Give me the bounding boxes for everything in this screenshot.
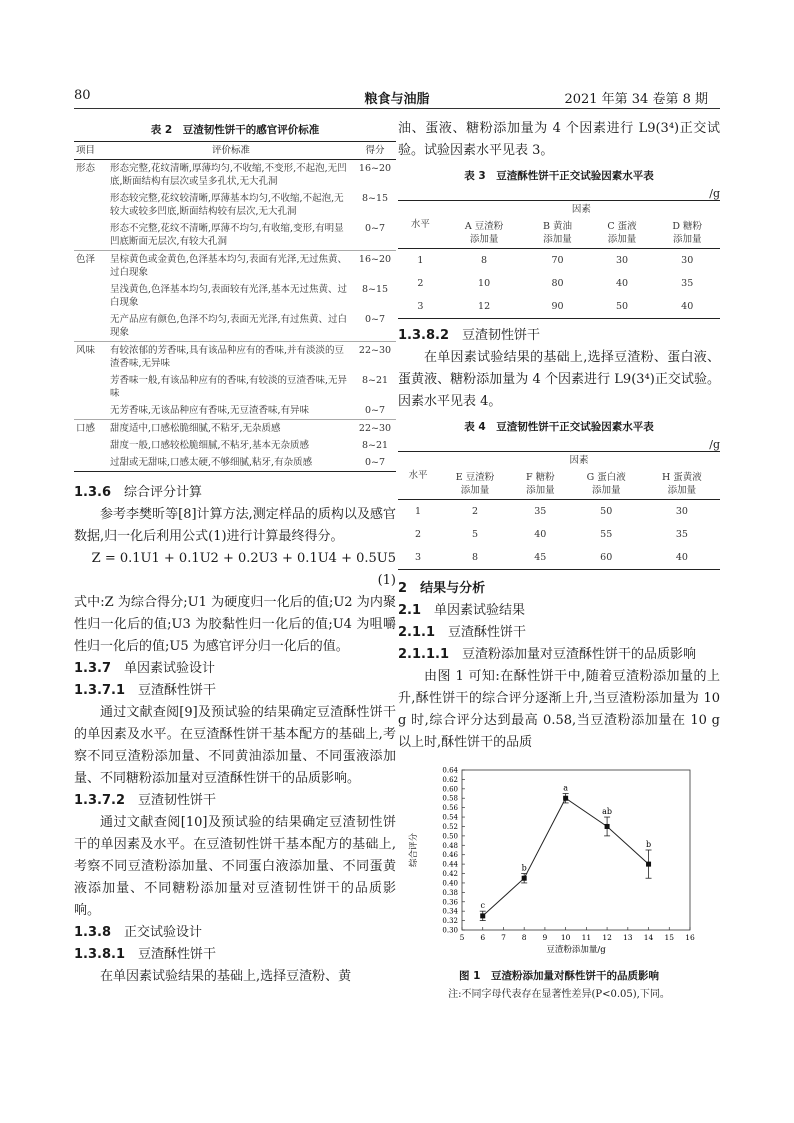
table4-cell: 2 (471, 506, 479, 517)
y-tick-label: 0.52 (442, 822, 458, 831)
paragraph-1-3-7-2: 通过文献查阅[10]及预试验的结果确定豆渣韧性饼干的单因素及水平。在豆渣韧性饼干基本配方的基础上,考察不同豆渣粉添加量、不同蛋白液添加量、不同蛋黄液添加量、不同糖粉添加量对豆渣韧性饼干的品质影响。 (74, 815, 396, 918)
table2-cell-score: 22~30 (354, 342, 396, 373)
figure-1-caption: 图 1 豆渣粉添加量对酥性饼干的品质影响 (459, 970, 659, 982)
table3-cell: 30 (681, 255, 694, 266)
table2-cell-criterion: 呈浅黄色,色泽基本均匀,表面较有光泽,基本无过焦黄、过白现象 (110, 284, 348, 308)
table2-row (74, 454, 396, 472)
table2-cell-item (74, 454, 108, 472)
x-tick-label: 5 (459, 933, 465, 942)
paragraph-1-3-6: 参考李樊昕等[8]计算方法,测定样品的质构以及感官数据,归一化后利用公式(1)进行计算最终得分。 (74, 507, 396, 544)
data-point (563, 796, 568, 801)
table2-cell-score: 22~30 (354, 420, 396, 438)
table2-cell-score: 8~21 (361, 375, 389, 386)
table4-factor-f: F 糖粉 添加量 (512, 469, 569, 500)
table3-caption: 表 3 豆渣酥性饼干正交试验因素水平表 (464, 170, 654, 182)
table2-row (74, 281, 396, 311)
table2-cell-criterion: 甜度一般,口感较松脆细腻,不粘牙,基本无杂质感 (110, 440, 310, 451)
table2-cell-item (74, 190, 108, 220)
y-tick-label: 0.30 (442, 926, 458, 935)
table2-cell-criterion: 芳香味一般,有该品种应有的香味,有较淡的豆渣香味,无异味 (110, 375, 348, 399)
x-tick-label: 16 (685, 933, 695, 942)
table2-row (74, 311, 396, 342)
table3-cell: 90 (525, 295, 589, 319)
table2-header-score: 得分 (354, 142, 396, 160)
section-2-1-1-1-heading: 2.1.1.1 豆渣粉添加量对豆渣酥性饼干的品质影响 (398, 647, 697, 662)
table4-row (398, 500, 720, 524)
table4-factor-h: H 蛋黄液 添加量 (644, 469, 720, 500)
section-1-3-8-heading: 1.3.8 正交试验设计 (74, 925, 203, 940)
table2-header-item: 项目 (74, 142, 108, 160)
table4-row (398, 546, 720, 570)
y-tick-label: 0.42 (442, 870, 458, 879)
y-tick-label: 0.50 (442, 832, 458, 841)
table2-row (74, 251, 396, 282)
section-1-3-7-1-heading: 1.3.7.1 豆渣酥性饼干 (74, 683, 217, 698)
section-1-3-6-heading: 1.3.6 综合评分计算 (74, 485, 203, 500)
y-tick-label: 0.48 (442, 841, 458, 850)
journal-title: 粮食与油脂 (364, 92, 430, 107)
figure-1-note: 注:不同字母代表存在显著性差异(P<0.05),下同。 (448, 989, 670, 1000)
data-point (605, 824, 610, 829)
paragraph-1-3-8-1-cont: 油、蛋液、糖粉添加量为 4 个因素进行 L9(3⁴)正交试验。试验因素水平见表 3。 (398, 121, 720, 158)
header-rule (74, 108, 720, 109)
page-number: 80 (74, 88, 91, 103)
y-tick-label: 0.54 (442, 813, 458, 822)
table4 (398, 451, 720, 570)
y-axis-label: 综合评分 (409, 832, 419, 868)
series-line (483, 798, 652, 916)
significance-label: b (645, 840, 652, 849)
table3-cell: 40 (615, 278, 629, 289)
formula-explanation: 式中:Z 为综合得分;U1 为硬度归一化后的值;U2 为内聚性归一化后的值;U3 为胶黏性归一化后的值;U4 为咀嚼性归一化后的值;U5 为感官评分归一化后的值。 (74, 595, 396, 654)
table2-row (74, 342, 396, 373)
table2-cell-score: 16~20 (358, 163, 392, 174)
table4-cell: 50 (600, 506, 613, 517)
table3 (398, 200, 720, 319)
y-tick-label: 0.36 (442, 898, 458, 907)
table4-cell: 2 (415, 529, 422, 540)
table2-cell-score: 0~7 (364, 314, 386, 325)
section-2-1-1-heading: 2.1.1 豆渣酥性饼干 (398, 625, 527, 640)
table2-cell-score: 8~15 (361, 284, 389, 295)
table2-cell-score: 16~20 (354, 251, 396, 282)
table4-cell: 35 (675, 529, 688, 540)
paragraph-2-1-1-1: 由图 1 可知:在酥性饼干中,随着豆渣粉添加量的上升,酥性饼干的综合评分逐渐上升,当豆渣粉添加量为 10 g 时,综合评分达到最高 0.58,当豆渣粉添加量在 10 g 以上时,酥性饼干的品质 (398, 669, 720, 750)
x-tick-label: 14 (643, 933, 654, 942)
table2-row (74, 402, 396, 420)
table4-unit: /g (709, 438, 720, 451)
y-tick-label: 0.60 (442, 785, 458, 794)
table3-factor-b: B 黄油 添加量 (525, 218, 589, 249)
table4-cell: 5 (471, 529, 479, 540)
significance-label: a (563, 783, 569, 793)
section-1-3-8-2-heading: 1.3.8.2 豆渣韧性饼干 (398, 328, 541, 343)
table2-cell-criterion: 形态较完整,花纹较清晰,厚薄基本均匀,不收缩,不起泡,无较大或较多凹底,断面结构较有层次,无大孔洞 (110, 193, 344, 217)
significance-label: c (480, 901, 485, 911)
table3-cell: 40 (654, 295, 720, 319)
y-tick-label: 0.40 (442, 879, 458, 888)
formula-1: Z = 0.1U1 + 0.1U2 + 0.2U3 + 0.1U4 + 0.5U5 (1) (91, 551, 396, 588)
table3-body (398, 249, 720, 319)
table2-cell-item (74, 372, 108, 402)
plot-frame (462, 770, 690, 930)
table2-cell-score: 0~7 (364, 405, 386, 416)
table2-body (74, 160, 396, 472)
y-tick-label: 0.64 (442, 766, 458, 775)
table2-cell-criterion: 形态不完整,花纹不清晰,厚薄不均匀,有收缩,变形,有明显凹底断面无层次,有较大孔洞 (110, 223, 344, 247)
table2 (74, 141, 396, 472)
table2-cell-item (74, 220, 108, 251)
data-point (480, 913, 485, 918)
table3-cell: 50 (590, 295, 655, 319)
y-tick-label: 0.44 (442, 860, 458, 869)
y-tick-label: 0.58 (442, 794, 458, 803)
table3-cell: 35 (681, 278, 694, 289)
table4-cell: 30 (675, 506, 688, 517)
table3-row (398, 295, 720, 319)
table3-row (398, 249, 720, 273)
table2-row (74, 420, 396, 438)
table3-row (398, 272, 720, 295)
table2-cell-item: 形态 (76, 163, 96, 174)
table2-cell-item: 色泽 (74, 251, 108, 282)
table2-row (74, 220, 396, 251)
table2-cell-criterion: 形态完整,花纹清晰,厚薄均匀,不收缩,不变形,不起泡,无凹底,断面结构有层次或呈多孔状,无大孔洞 (110, 163, 347, 187)
right-column (398, 118, 720, 1000)
table2-row (74, 190, 396, 220)
table2-cell-item (74, 437, 108, 454)
y-tick-label: 0.32 (442, 917, 458, 926)
significance-label: b (521, 863, 527, 873)
table4-cell: 45 (512, 546, 569, 570)
table4-caption: 表 4 豆渣韧性饼干正交试验因素水平表 (464, 421, 654, 433)
table3-cell: 30 (615, 255, 629, 266)
table3-factor-d: D 糖粉 添加量 (654, 218, 720, 249)
table3-cell: 1 (417, 255, 424, 266)
table2-row (74, 372, 396, 402)
figure-1 (398, 760, 720, 1000)
section-2-heading: 2 结果与分析 (398, 581, 486, 596)
table3-level-header: 水平 (398, 201, 443, 249)
table3-cell: 10 (478, 278, 491, 289)
table3-factor-a: A 豆渣粉 添加量 (443, 218, 526, 249)
table4-cell: 55 (600, 529, 613, 540)
section-2-1-heading: 2.1 单因素试验结果 (398, 603, 526, 618)
table2-row (74, 437, 396, 454)
table4-factor-e: E 豆渣粉 添加量 (438, 469, 512, 500)
table3-cell: 80 (551, 278, 564, 289)
x-tick-label: 13 (623, 933, 633, 942)
paragraph-1-3-8-2: 在单因素试验结果的基础上,选择豆渣粉、蛋白液、蛋黄液、糖粉添加量为 4 个因素进行 L9(3⁴)正交试验。因素水平见表 4。 (398, 350, 720, 409)
x-tick-label: 9 (542, 933, 548, 942)
table2-row (74, 160, 396, 191)
table3-factor-header: 因素 (443, 201, 720, 219)
table4-cell: 60 (569, 546, 644, 570)
table4-factor-g: G 蛋白液 添加量 (569, 469, 644, 500)
table2-cell-criterion: 呈棕黄色或金黄色,色泽基本均匀,表面有光泽,无过焦黄、过白现象 (108, 251, 354, 282)
table3-cell: 12 (443, 295, 526, 319)
y-tick-label: 0.62 (442, 775, 458, 784)
x-tick-label: 12 (602, 933, 612, 942)
table4-body (398, 500, 720, 570)
table2-cell-score: 8~21 (361, 440, 389, 451)
y-tick-label: 0.38 (442, 888, 458, 897)
table4-cell: 35 (534, 506, 547, 517)
table2-cell-score: 0~7 (354, 454, 396, 472)
x-tick-label: 6 (480, 933, 486, 942)
table4-cell: 1 (415, 506, 422, 517)
paragraph-1-3-8-1: 在单因素试验结果的基础上,选择豆渣粉、黄 (100, 969, 352, 984)
x-tick-label: 7 (501, 933, 506, 942)
significance-label: ab (602, 807, 613, 817)
table2-cell-criterion: 无产品应有颜色,色泽不均匀,表面无光泽,有过焦黄、过白现象 (110, 314, 348, 338)
issue-info: 2021 年第 34 卷第 8 期 (564, 92, 708, 107)
table2-header-criterion: 评价标准 (108, 142, 354, 160)
figure-1-chart (398, 760, 720, 960)
table2-caption: 表 2 豆渣韧性饼干的感官评价标准 (150, 124, 320, 136)
data-point (646, 862, 651, 867)
table4-cell: 3 (398, 546, 438, 570)
table3-unit: /g (709, 187, 720, 200)
table2-cell-item: 口感 (74, 420, 108, 438)
table4-cell: 40 (644, 546, 720, 570)
x-axis-label: 豆渣粉添加量/g (546, 945, 606, 955)
x-tick-label: 11 (581, 933, 592, 942)
y-tick-label: 0.34 (442, 907, 458, 916)
table2-cell-item (74, 402, 108, 420)
table3-cell: 8 (481, 255, 488, 266)
x-tick-label: 10 (560, 933, 571, 942)
table2-cell-score: 0~7 (364, 223, 386, 234)
data-point (522, 876, 527, 881)
table3-cell: 70 (551, 255, 564, 266)
y-tick-label: 0.46 (442, 851, 458, 860)
section-1-3-8-1-heading: 1.3.8.1 豆渣酥性饼干 (74, 947, 217, 962)
table2-cell-item (74, 281, 108, 311)
x-tick-label: 15 (664, 933, 675, 942)
y-tick-label: 0.56 (442, 804, 458, 813)
table4-level-header: 水平 (398, 452, 438, 500)
table4-row (398, 523, 720, 546)
table2-cell-item (74, 311, 108, 342)
table3-cell: 2 (417, 278, 424, 289)
table2-cell-criterion: 过甜或无甜味,口感太硬,不够细腻,粘牙,有杂质感 (108, 454, 354, 472)
table4-factor-header: 因素 (438, 452, 720, 470)
table3-cell: 3 (398, 295, 443, 319)
table4-cell: 8 (438, 546, 512, 570)
paragraph-1-3-7-1: 通过文献查阅[9]及预试验的结果确定豆渣酥性饼干的单因素及水平。在豆渣酥性饼干基本配方的基础上,考察不同豆渣粉添加量、不同黄油添加量、不同蛋液添加量、不同糖粉添加量对豆渣酥性饼干的品质影响。 (74, 705, 396, 786)
table2-cell-criterion: 甜度适中,口感松脆细腻,不粘牙,无杂质感 (108, 420, 354, 438)
table2-cell-score: 8~15 (361, 193, 389, 204)
left-column (74, 118, 396, 988)
x-tick-label: 8 (521, 933, 527, 942)
section-1-3-7-heading: 1.3.7 单因素试验设计 (74, 661, 216, 676)
table4-cell: 40 (534, 529, 547, 540)
table3-factor-c: C 蛋液 添加量 (590, 218, 655, 249)
table2-cell-item: 风味 (74, 342, 108, 373)
table2-cell-criterion: 有较浓郁的芳香味,具有该品种应有的香味,并有淡淡的豆渣香味,无异味 (108, 342, 354, 373)
section-1-3-7-2-heading: 1.3.7.2 豆渣韧性饼干 (74, 793, 217, 808)
table2-cell-criterion: 无芳香味,无该品种应有香味,无豆渣香味,有异味 (110, 405, 310, 416)
